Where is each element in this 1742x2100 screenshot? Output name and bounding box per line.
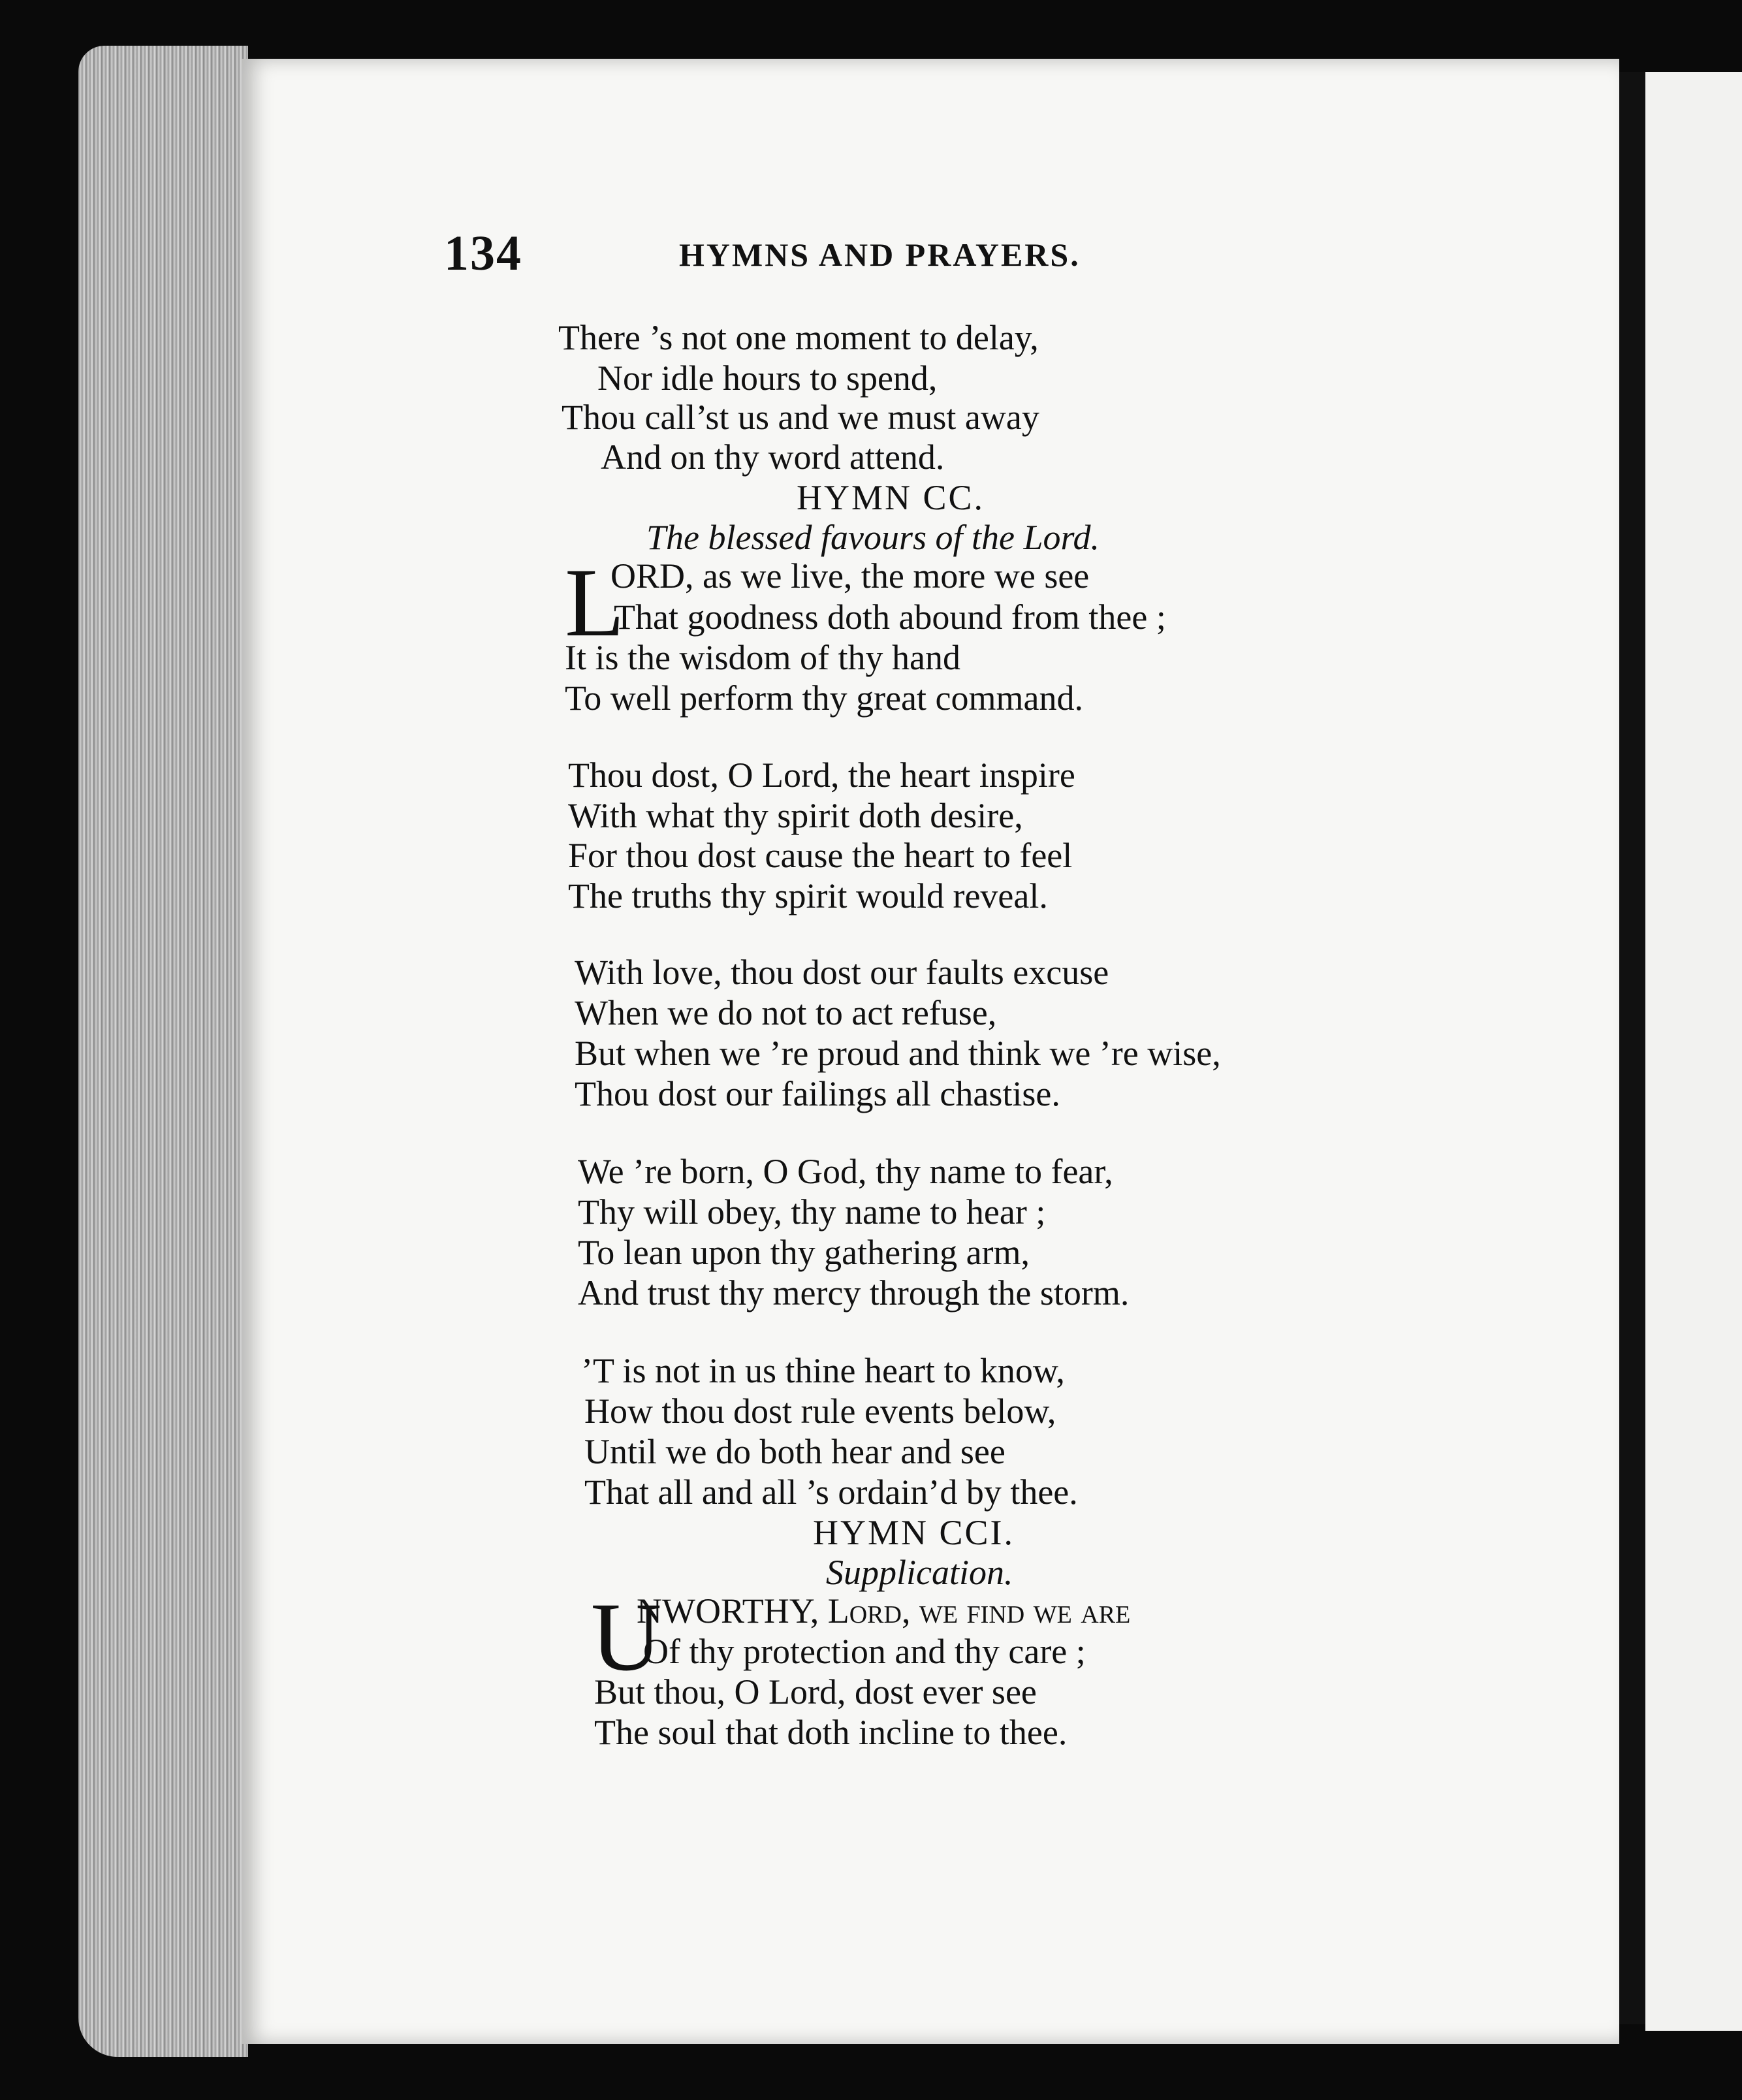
poem-line: That goodness doth abound from thee ; xyxy=(614,597,1166,637)
drop-cap: L xyxy=(565,549,625,657)
running-title: HYMNS AND PRAYERS. xyxy=(679,236,1081,273)
poem-line: The truths thy spirit would reveal. xyxy=(568,876,1048,915)
poem-line: Thou dost, O Lord, the heart inspire xyxy=(568,756,1075,795)
poem-line: Of thy protection and thy care ; xyxy=(643,1632,1086,1671)
poem-line: Thou dost our failings all chastise. xyxy=(575,1074,1060,1113)
hymn-subtitle: The blessed favours of the Lord. xyxy=(646,518,1100,557)
poem-line: That all and all ’s ordain’d by thee. xyxy=(584,1472,1078,1512)
poem-line: Nor idle hours to spend, xyxy=(597,358,938,398)
poem-line: But when we ’re proud and think we ’re wise, xyxy=(575,1034,1221,1073)
poem-line: There ’s not one moment to delay, xyxy=(558,318,1039,357)
poem-line: With what thy spirit doth desire, xyxy=(568,796,1023,835)
poem-line: Thy will obey, thy name to hear ; xyxy=(578,1192,1046,1232)
poem-line: Thou call’st us and we must away xyxy=(562,398,1039,437)
poem-line: We ’re born, O God, thy name to fear, xyxy=(578,1152,1113,1191)
poem-line: ’T is not in us thine heart to know, xyxy=(581,1351,1065,1390)
poem-line: Until we do both hear and see xyxy=(584,1432,1006,1471)
poem-line: To well perform thy great command. xyxy=(565,678,1083,718)
hymn-heading: HYMN CCI. xyxy=(813,1513,1015,1552)
poem-line: When we do not to act refuse, xyxy=(575,993,997,1032)
poem-line: The soul that doth incline to thee. xyxy=(594,1713,1068,1752)
poem-line: With love, thou dost our faults excuse xyxy=(575,953,1109,992)
page-number: 134 xyxy=(444,226,522,281)
poem-line: To lean upon thy gathering arm, xyxy=(578,1233,1030,1272)
poem-line: It is the wisdom of thy hand xyxy=(565,638,960,677)
poem-line: For thou dost cause the heart to feel xyxy=(568,836,1073,875)
poem-line: But thou, O Lord, dost ever see xyxy=(594,1672,1037,1711)
poem-line: NWORTHY, Lord, we find we are xyxy=(637,1591,1131,1631)
hymn-subtitle: Supplication. xyxy=(826,1553,1013,1592)
poem-line: And trust thy mercy through the storm. xyxy=(578,1273,1130,1312)
poem-line: ORD, as we live, the more we see xyxy=(610,556,1090,596)
drop-cap: U xyxy=(591,1583,662,1691)
poem-line: And on thy word attend. xyxy=(601,438,945,477)
hymn-heading: HYMN CC. xyxy=(797,478,985,517)
poem-line: How thou dost rule events below, xyxy=(584,1392,1056,1431)
